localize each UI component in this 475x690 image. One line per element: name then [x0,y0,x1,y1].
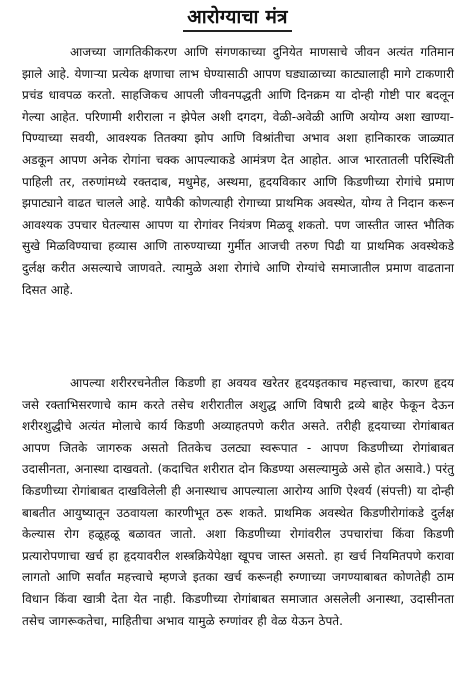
title-container [0,4,475,34]
document-title: आरोग्याचा मंत्र [183,4,291,32]
paragraph-2: आपल्या शरीररचनेतील किडणी हा अवयव खरेतर हृदयइतकाच महत्त्वाचा, कारण हृदय जसे रक्ताभिसरणाचे काम करते तसेच शरीरातील अशुद्ध आणि विषारी द्रव्ये बाहेर फेकून देऊन शरीरशुद्धीचे अत्यंत मोलाचे कार्य किडणी अव्याहतपणे करीत असते. तरीही हृदयाच्या रोगांबाबत आपण जितके जागरुक असतो तितकेच उलट्या स्वरूपात - आपण किडणीच्या रोगांबाबत उदासीनता, अनास्था दाखवतो. (कदाचित शरीरात दोन किडण्या असल्यामुळे असे होत असावे.) परंतु किडणीच्या रोगांबाबत दाखविलेली ही अनास्थाच आपल्याला आरोग्य आणि ऐश्वर्य (संपत्ती) या दोन्ही बाबतीत आयुष्यातून उठवायला कारणीभूत ठरू शकते. प्राथमिक अवस्थेत किडणीरोगांकडे दुर्लक्ष केल्यास रोग हळूहळू बळावत जातो. अशा किडणीच्या रोगांवरील उपचारांचा किंवा किडणी प्रत्यारोपणाचा खर्च हा हृदयावरील शस्त्रक्रियेपेक्षा खूपच जास्त असतो. हा खर्च नियमितपणे करावा लागतो आणि सर्वांत महत्त्वाचे म्हणजे इतका खर्च करूनही रुग्णाच्या जगण्याबाबत कोणतेही ठाम विधान किंवा खात्री देता येत नाही. किडणीच्या रोगांबाबत समाजात असलेली अनास्था, उदासीनता तसेच जागरूकतेचा, माहितीचा अभाव यामुळे रुग्णांवर ही वेळ येऊन ठेपते. [22,376,454,628]
paragraph-1: आजच्या जागतिकीकरण आणि संगणकाच्या दुनियेत माणसाचे जीवन अत्यंत गतिमान झाले आहे. येणाऱ्या प्रत्येक क्षणाचा लाभ घेण्यासाठी आपण घड्याळाच्या काट्यालाही मागे टाकणारी प्रचंड धावपळ करतो. साहजिकच आपली जीवनपद्धती आणि दिनक्रम या दोन्ही गोष्टी पार बदलून गेल्या आहेत. परिणामी शरीराला न झेपेल अशी दगदग, वेळी-अवेळी आणि अयोग्य अशा खाण्या-पिण्याच्या सवयी, आवश्यक तितक्या झोप आणि विश्रांतीचा अभाव अशा हानिकारक जाळ्यात अडकून आपण अनेक रोगांना चक्क आपल्याकडे आमंत्रण देत आहोत. आज भारतातली परिस्थिती पाहिली तर, तरुणांमध्ये रक्तदाब, मधुमेह, अस्थमा, हृदयविकार आणि किडणीच्या रोगांचे प्रमाण झपाट्याने वाढत चालले आहे. यापैकी कोणत्याही रोगाच्या प्राथमिक अवस्थेत, योग्य ते निदान करून आवश्यक उपचार घेतल्यास आपण या रोगांवर नियंत्रण मिळवू शकतो. पण जास्तीत जास्त भौतिक सुखे मिळविण्याचा हव्यास आणि तारुण्याच्या गुर्मीत आजची तरुण पिढी या प्राथमिक अवस्थेकडे दुर्लक्ष करीत असल्याचे जाणवते. त्यामुळे अशा रोगांचे आणि रोग्यांचे समाजातील प्रमाण वाढताना दिसत आहे. [22,45,454,297]
